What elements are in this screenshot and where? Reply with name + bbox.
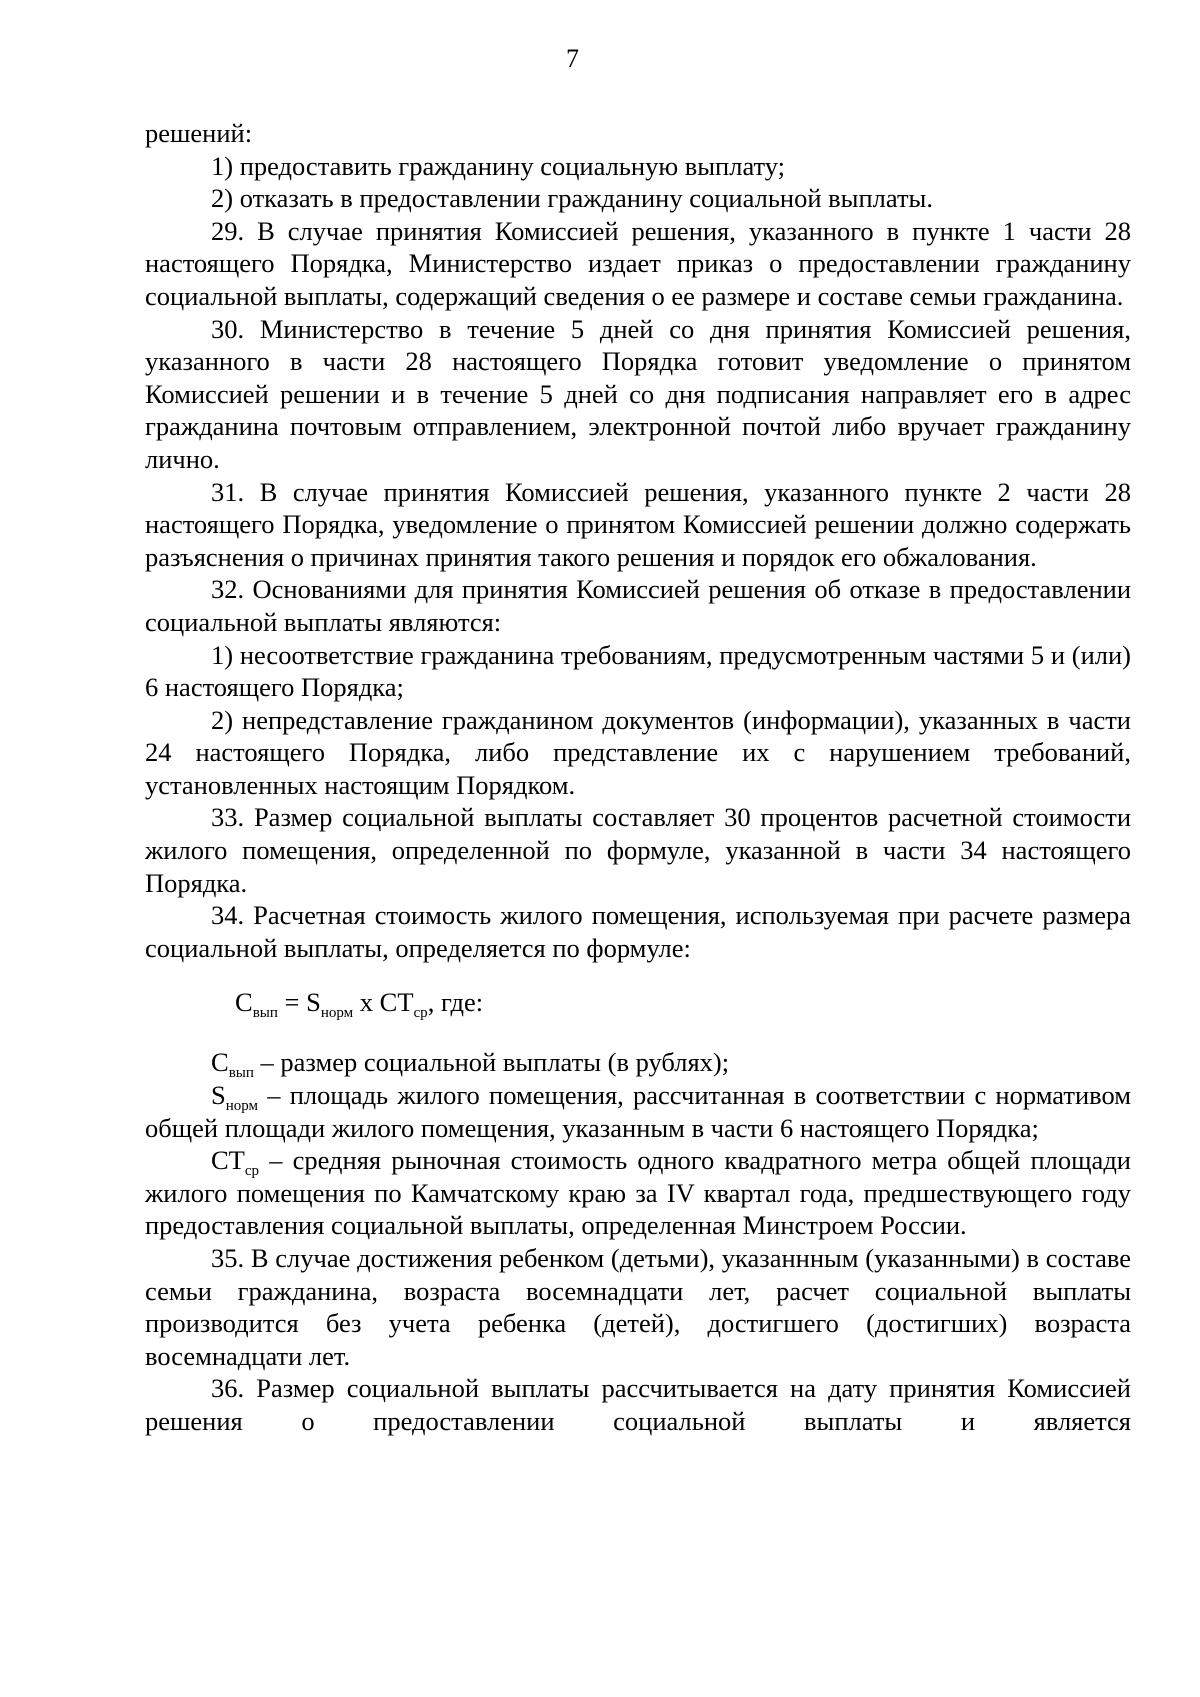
page-number: 7: [566, 44, 579, 73]
paragraph-35: 35. В случае достижения ребенком (детьми), указаннным (указанными) в составе семьи гражданина, возраста восемнадцати лет, расчет социальной выплаты производится без учета ребенка (детей), достигшего (достигших) возраста восемнадцати лет.: [145, 1243, 1131, 1371]
document-body: [145, 117, 1131, 1438]
paragraph-option-2: 2) отказать в предоставлении гражданину социальной выплаты.: [211, 183, 933, 214]
paragraph-36: 36. Размер социальной выплаты рассчитывается на дату принятия Комиссией решения о предоставлении социальной выплаты и является: [145, 1373, 1131, 1436]
paragraph-option-1: 1) предоставить гражданину социальную выплату;: [211, 150, 786, 181]
formula-c: С: [235, 987, 253, 1018]
definition-subscript: вып: [228, 1065, 254, 1082]
definition-symbol: S: [211, 1080, 226, 1111]
definition-subscript: норм: [225, 1098, 259, 1115]
definition-text: – средняя рыночная стоимость одного квадратного метра общей площади жилого помещения по Камчатскому краю за IV квартал года, предшествующего году предоставления социальной выплаты, определенная Минстроем России.: [145, 1145, 1131, 1241]
definition-symbol: С: [211, 1047, 229, 1078]
formula-ct: СТ: [379, 987, 414, 1018]
paragraph-30: 30. Министерство в течение 5 дней со дня принятия Комиссией решения, указанного в части 28 настоящего Порядка готовит уведомление о принятом Комиссией решении и в течение 5 дней со дня подписания направляет его в адрес гражданина почтовым отправлением, электронной почтой либо вручает гражданину лично.: [145, 313, 1131, 474]
definition-s-norm: [145, 1079, 1131, 1144]
definition-text: – размер социальной выплаты (в рублях);: [253, 1047, 730, 1078]
paragraph-continuation: решений:: [145, 118, 253, 148]
paragraph-32: 32. Основаниями для принятия Комиссией решения об отказе в предоставлении социальной выплаты являются:: [145, 574, 1131, 637]
formula-equals: =: [277, 987, 307, 1018]
paragraph-29: 29. В случае принятия Комиссией решения, указанного в пункте 1 части 28 настоящего Порядка, Министерство издает приказ о предоставлении гражданину социальной выплаты, содержащий сведения о ее размере и составе семьи гражданина.: [145, 215, 1131, 311]
formula: [145, 978, 1131, 1026]
definition-ct-sr: [145, 1144, 1131, 1242]
definition-text: – площадь жилого помещения, рассчитанная в соответствии с нормативом общей площади жилого помещения, указанным в части 6 настоящего Порядка;: [145, 1080, 1131, 1143]
paragraph-32-item-2: 2) непредставление гражданином документов (информации), указанных в части 24 настоящего Порядка, либо представление их с нарушением требований, установленных настоящим Порядком.: [145, 704, 1131, 800]
paragraph-34: 34. Расчетная стоимость жилого помещения, используемая при расчете размера социальной выплаты, определяется по формуле:: [145, 900, 1131, 963]
formula-c-subscript: вып: [252, 1005, 278, 1022]
formula-s-subscript: норм: [320, 1005, 354, 1022]
paragraph-32-item-1: 1) несоответствие гражданина требованиям, предусмотренным частями 5 и (или) 6 настоящего Порядка;: [145, 639, 1131, 703]
formula-s: S: [306, 987, 321, 1018]
formula-times: х: [353, 987, 380, 1018]
definition-subscript: ср: [244, 1163, 260, 1180]
formula-tail: , где:: [427, 987, 484, 1018]
formula-ct-subscript: ср: [413, 1005, 428, 1022]
paragraph-33: 33. Размер социальной выплаты составляет 30 процентов расчетной стоимости жилого помещения, определенной по формуле, указанной в части 34 настоящего Порядка.: [145, 802, 1131, 898]
paragraph-31: 31. В случае принятия Комиссией решения, указанного пункте 2 части 28 настоящего Порядка, уведомление о принятом Комиссией решении должно содержать разъяснения о причинах принятия такого решения и порядок его обжалования.: [145, 476, 1131, 572]
definition-symbol: СТ: [211, 1145, 245, 1176]
definition-c-vyp: [145, 1046, 1131, 1082]
